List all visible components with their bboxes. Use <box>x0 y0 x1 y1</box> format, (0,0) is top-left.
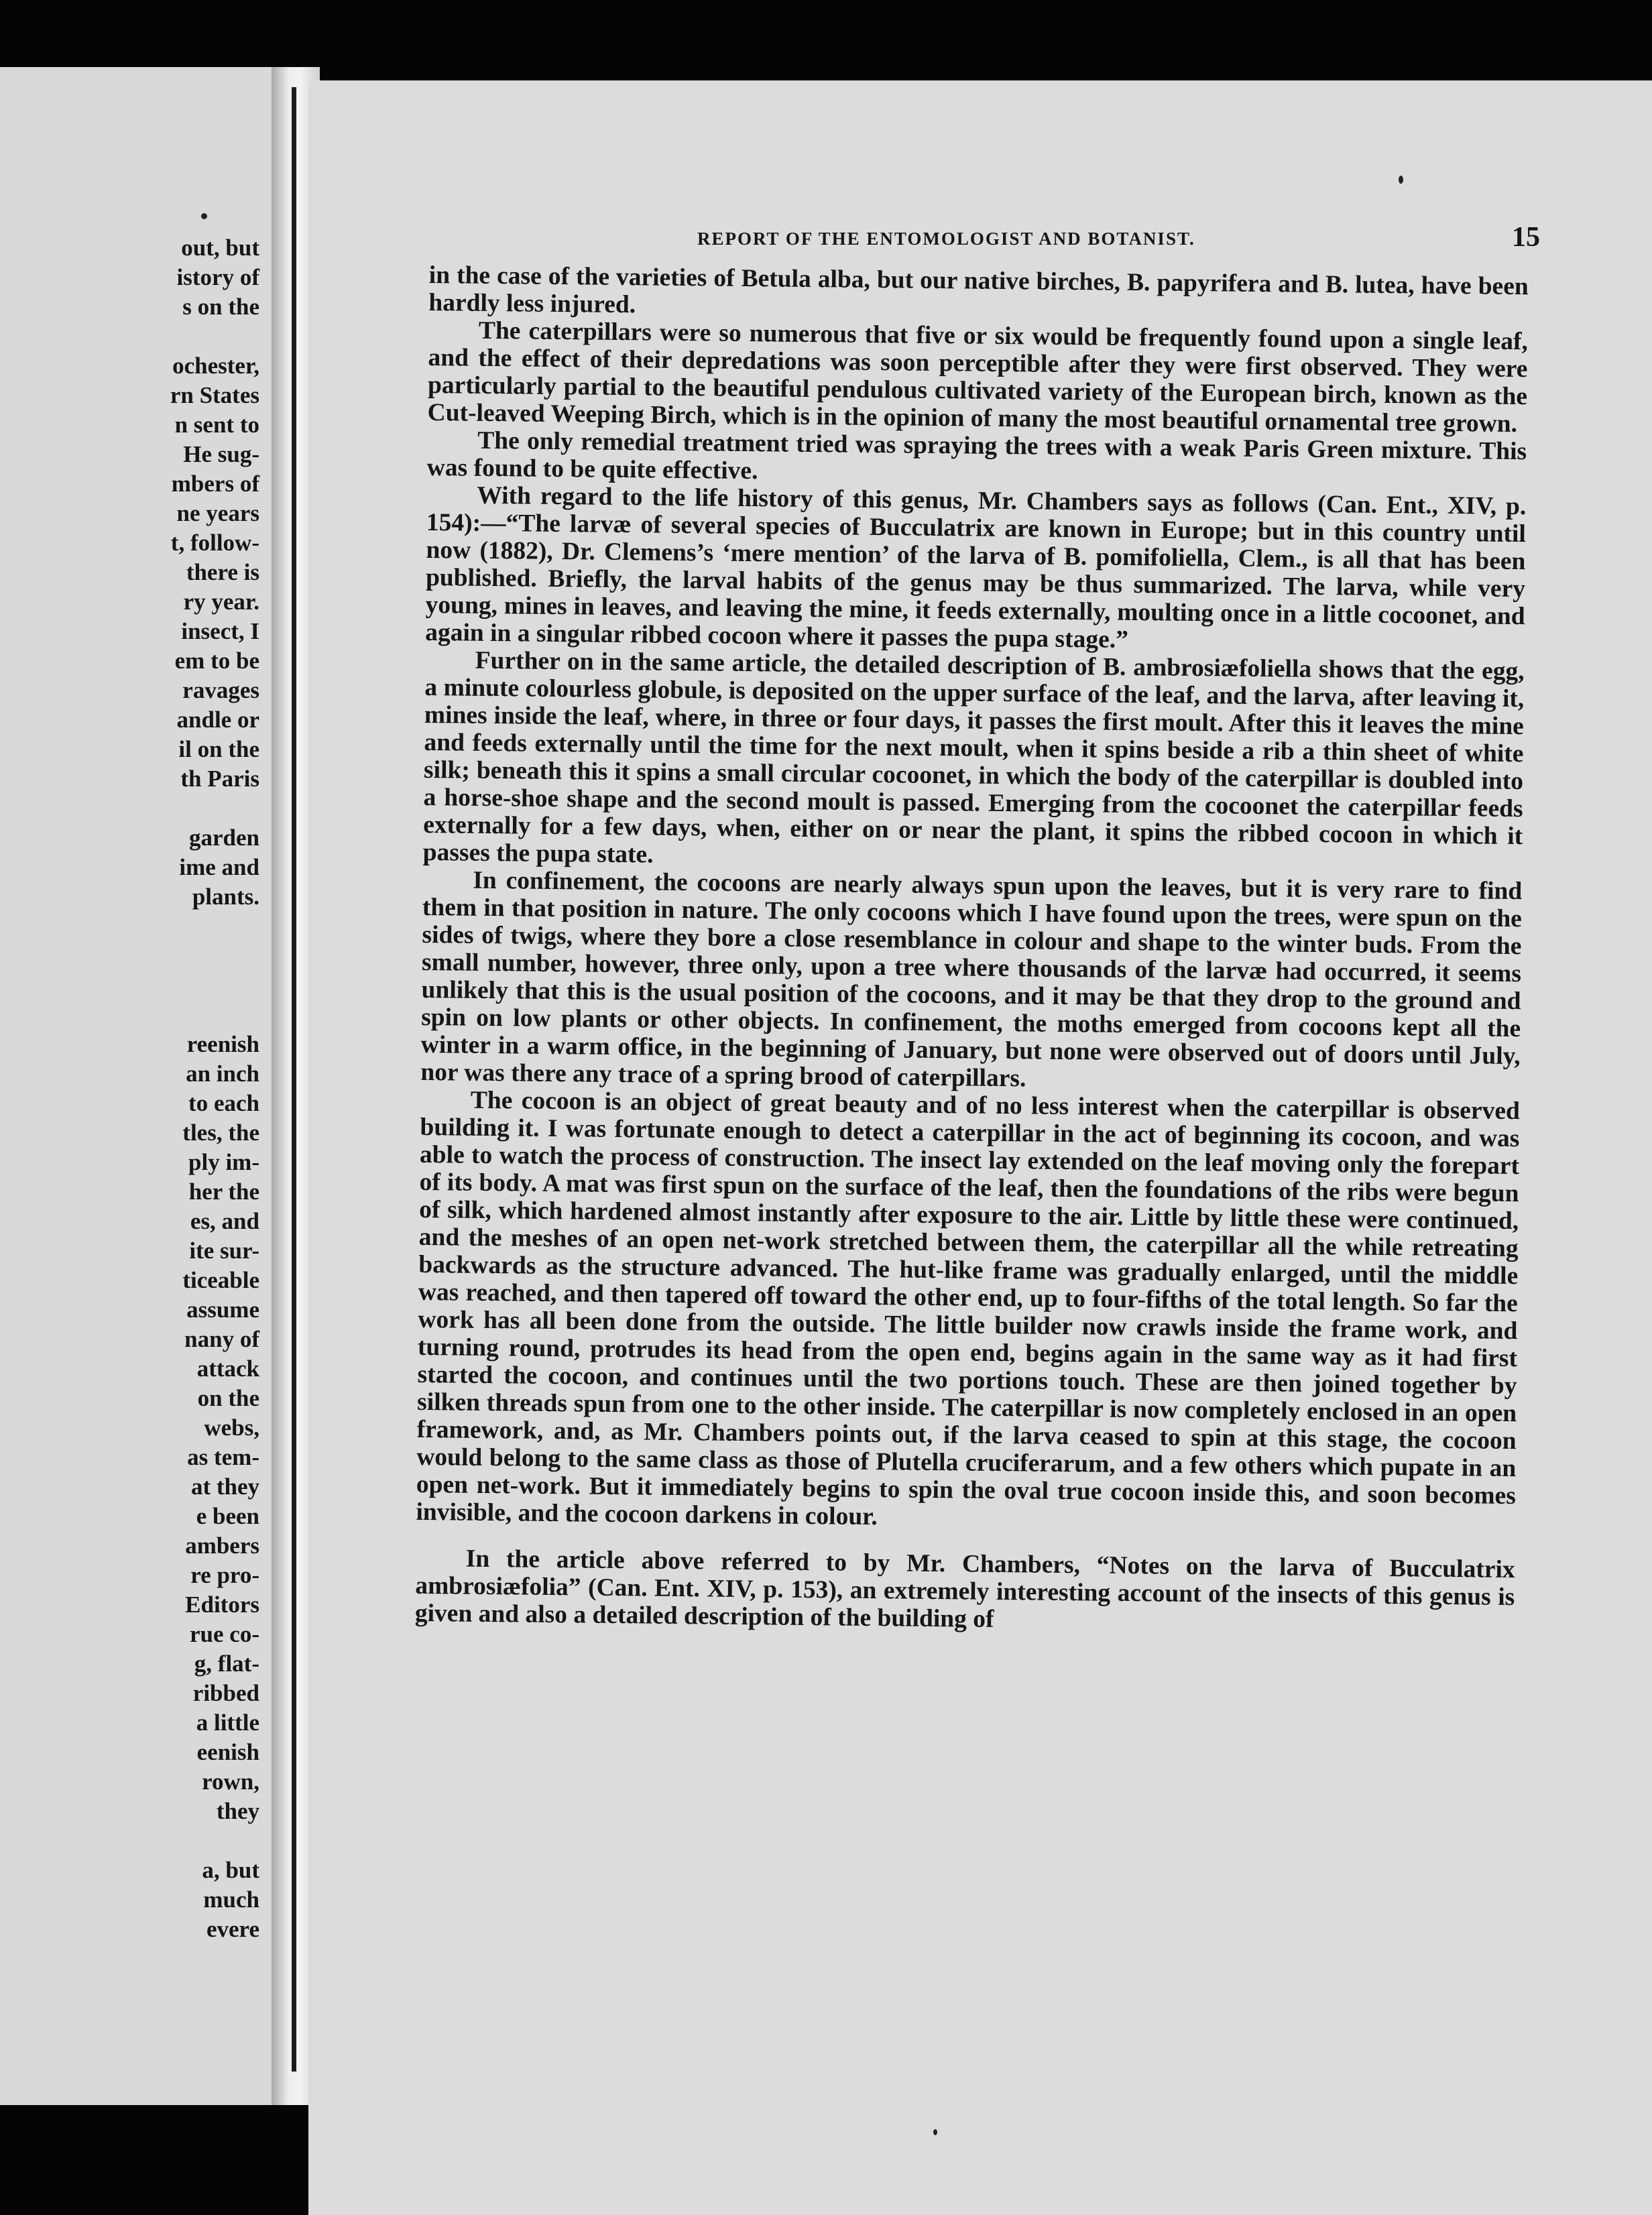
left-fragment-line: webs, <box>204 1415 259 1441</box>
left-fragment-line: there is <box>186 559 259 585</box>
left-fragment-line: ne years <box>176 500 259 526</box>
left-fragment-line: andle or <box>176 707 259 733</box>
left-fragment-line: much <box>203 1887 259 1913</box>
left-fragment-line: nany of <box>184 1326 259 1352</box>
left-fragment-line: ry year. <box>183 589 259 615</box>
left-fragment-line <box>170 1826 259 1856</box>
left-fragment-line: plants. <box>192 884 259 910</box>
paragraph: The only remedial treatment tried was spraying the trees with a weak Paris Green mixture. This was found to be quite effective. <box>426 426 1527 485</box>
ink-speck <box>201 213 207 219</box>
left-fragment-line: eenish <box>196 1739 259 1765</box>
left-fragment-line: rown, <box>202 1769 259 1795</box>
left-fragment-line <box>170 322 259 351</box>
paragraph: With regard to the life history of this genus, Mr. Chambers says as follows (Can. Ent., XIV, p. 154):—“The larvæ of several species of Bucculatrix are known in Europe; but in this country until now (1882), Dr. Clemens’s ‘mere mention’ of the larva of B. pomifoliella, Clem., is all that has been published. Briefly, the larval habits of the genus may be thus summarized. The larva, while very young, mines in leaves, and leaving the mine, it feeds externally, moulting once in a little cocoonet, and again in a singular ribbed cocoon where it passes the pupa stage.” <box>424 481 1527 654</box>
left-fragment-line: il on the <box>178 736 259 762</box>
left-fragment-line: ravages <box>182 677 259 703</box>
ink-speck <box>933 2129 937 2135</box>
left-facing-page <box>0 67 272 2105</box>
left-fragment-line: they <box>216 1798 259 1824</box>
ink-speck <box>1399 176 1403 184</box>
left-fragment-line: an inch <box>186 1061 259 1087</box>
left-fragment-line: rn States <box>170 382 259 408</box>
left-fragment-line: out, but <box>181 235 259 261</box>
paragraph: The cocoon is an object of great beauty and of no less interest when the caterpillar is observed building it. I was fortunate enough to detect a caterpillar in the act of beginning its cocoon, and was able to watch the process of construction. The insect lay extended on the leaf moving only the forepart of its body. A mat was first spun on the surface of the leaf, then the foundations of the ribs were begun of silk, which hardened almost instantly after exposure to the air. Little by little these were continued, and the meshes of an open net-work stretched between them, the caterpillar all the while retreating backwards as the structure advanced. The hut-like frame was gradually enlarged, until the middle was reached, and then tapered off toward the other end, up to four-fifths of the total length. So far the work has all been done from the outside. The little builder now crawls inside the frame work, and turning round, protrudes its head from the open end, begins again in the same way as it had first started the cocoon, and continues until the two portions touch. These are then joined together by silken threads spun from one to the other inside. The caterpillar is now completely enclosed in an open framework, and, as Mr. Chambers points out, if the larva ceased to spin at this stage, the cocoon would belong to the same class as those of Plutella cruciferarum, and a few others which pupate in an open net-work. But it immediately begins to spin the oval true cocoon inside this, and soon becomes invisible, and the cocoon darkens in colour. <box>416 1086 1521 1531</box>
left-fragment-line: e been <box>196 1503 259 1529</box>
left-fragment-line: rue co- <box>190 1621 259 1647</box>
left-fragment-line: ribbed <box>192 1680 259 1706</box>
left-fragment-line <box>170 1000 259 1030</box>
left-fragment-line: ime and <box>179 854 259 880</box>
paragraph: Further on in the same article, the detailed description of B. ambrosiæfoliella shows that the egg, a minute colourless globule, is deposited on the upper surface of the leaf, and the larva, after leaving it, mines inside the leaf, where, in three or four days, it passes the first moult. After this it leaves the mine and feeds externally until the time for the next moult, when it spins beside a rib a thin sheet of white silk; beneath this it spins a small circular cocoonet, in which the body of the caterpillar is doubled into a horse-shoe shape and the second moult is passed. Emerging from the cocoonet the caterpillar feeds externally for a few days, when, either on or near the plant, it spins the ribbed cocoon in which it passes the pupa state. <box>422 646 1525 869</box>
paragraph: In the article above referred to by Mr. Chambers, “Notes on the larva of Bucculatrix ambrosiæfolia” (Can. Ent. XIV, p. 153), an extremely interesting account of the insects of this genus is given and also a detailed description of the building of <box>414 1545 1515 1633</box>
paragraph: in the case of the varieties of Betula alba, but our native birches, B. papyrifera and B. lutea, have been hardly less injured. <box>428 261 1529 319</box>
left-fragment-line: evere <box>206 1916 259 1942</box>
left-fragment-line: a little <box>196 1710 259 1736</box>
left-fragment-line: to each <box>188 1090 259 1116</box>
left-fragment-line <box>170 794 259 823</box>
left-fragment-line: ply im- <box>188 1149 259 1175</box>
paragraph: The caterpillars were so numerous that five or six would be frequently found upon a single leaf, and the effect of their depredations was soon perceptible after they were first observed. They were particularly partial to the beautiful pendulous cultivated variety of the European birch, known as the Cut-leaved Weeping Birch, which is in the opinion of many the most beautiful ornamental tree grown. <box>427 316 1529 438</box>
page-number: 15 <box>1512 222 1540 253</box>
left-fragment-line: mbers of <box>171 471 259 497</box>
left-fragment-line: re pro- <box>190 1562 259 1588</box>
running-header: REPORT OF THE ENTOMOLOGIST AND BOTANIST. <box>697 229 1195 249</box>
left-page-text-fragments <box>170 233 259 1944</box>
left-fragment-line: a, but <box>202 1857 259 1883</box>
left-fragment-line: Editors <box>185 1592 259 1618</box>
left-fragment-line: th Paris <box>180 766 259 792</box>
left-fragment-line: garden <box>189 825 259 851</box>
left-fragment-line: istory of <box>176 264 259 290</box>
left-fragment-line: t, follow- <box>170 530 259 556</box>
left-fragment-line: ambers <box>185 1533 259 1559</box>
left-fragment-line: at they <box>190 1474 259 1500</box>
left-fragment-line: He sug- <box>183 441 259 467</box>
left-fragment-line: n sent to <box>174 412 259 438</box>
left-fragment-line: em to be <box>174 648 259 674</box>
left-fragment-line: assume <box>186 1297 259 1323</box>
left-fragment-line: on the <box>197 1385 259 1411</box>
left-fragment-line: insect, I <box>181 618 259 644</box>
left-fragment-line: as tem- <box>187 1444 259 1470</box>
page-body <box>415 261 1529 1638</box>
left-fragment-line: ticeable <box>182 1267 259 1293</box>
binding-thread <box>292 87 296 2072</box>
left-fragment-line: s on the <box>182 294 259 320</box>
left-fragment-line <box>170 912 259 941</box>
left-fragment-line <box>170 941 259 971</box>
left-fragment-line: es, and <box>190 1208 259 1234</box>
paragraph: In confinement, the cocoons are nearly always spun upon the leaves, but it is very rare to find them in that position in nature. The only cocoons which I have found upon the trees, were spun on the sides of twigs, where they bore a close resemblance in colour and shape to the winter buds. From the small number, however, three only, upon a tree where thousands of the larvæ had occurred, it seems unlikely that this is the usual position of the cocoons, and it may be that they drop to the ground and spin on low plants or other objects. In confinement, the moths emerged from cocoons kept all the winter in a warm office, in the beginning of January, but none were observed out of doors until July, nor was there any trace of a spring brood of caterpillars. <box>420 866 1523 1093</box>
left-fragment-line <box>170 971 259 1000</box>
left-fragment-line: ochester, <box>172 353 259 379</box>
left-fragment-line: reenish <box>186 1031 259 1057</box>
left-fragment-line: attack <box>196 1356 259 1382</box>
left-fragment-line: ite sur- <box>189 1238 259 1264</box>
left-fragment-line: g, flat- <box>194 1651 259 1677</box>
left-fragment-line: her the <box>188 1179 259 1205</box>
left-fragment-line: tles, the <box>182 1120 259 1146</box>
